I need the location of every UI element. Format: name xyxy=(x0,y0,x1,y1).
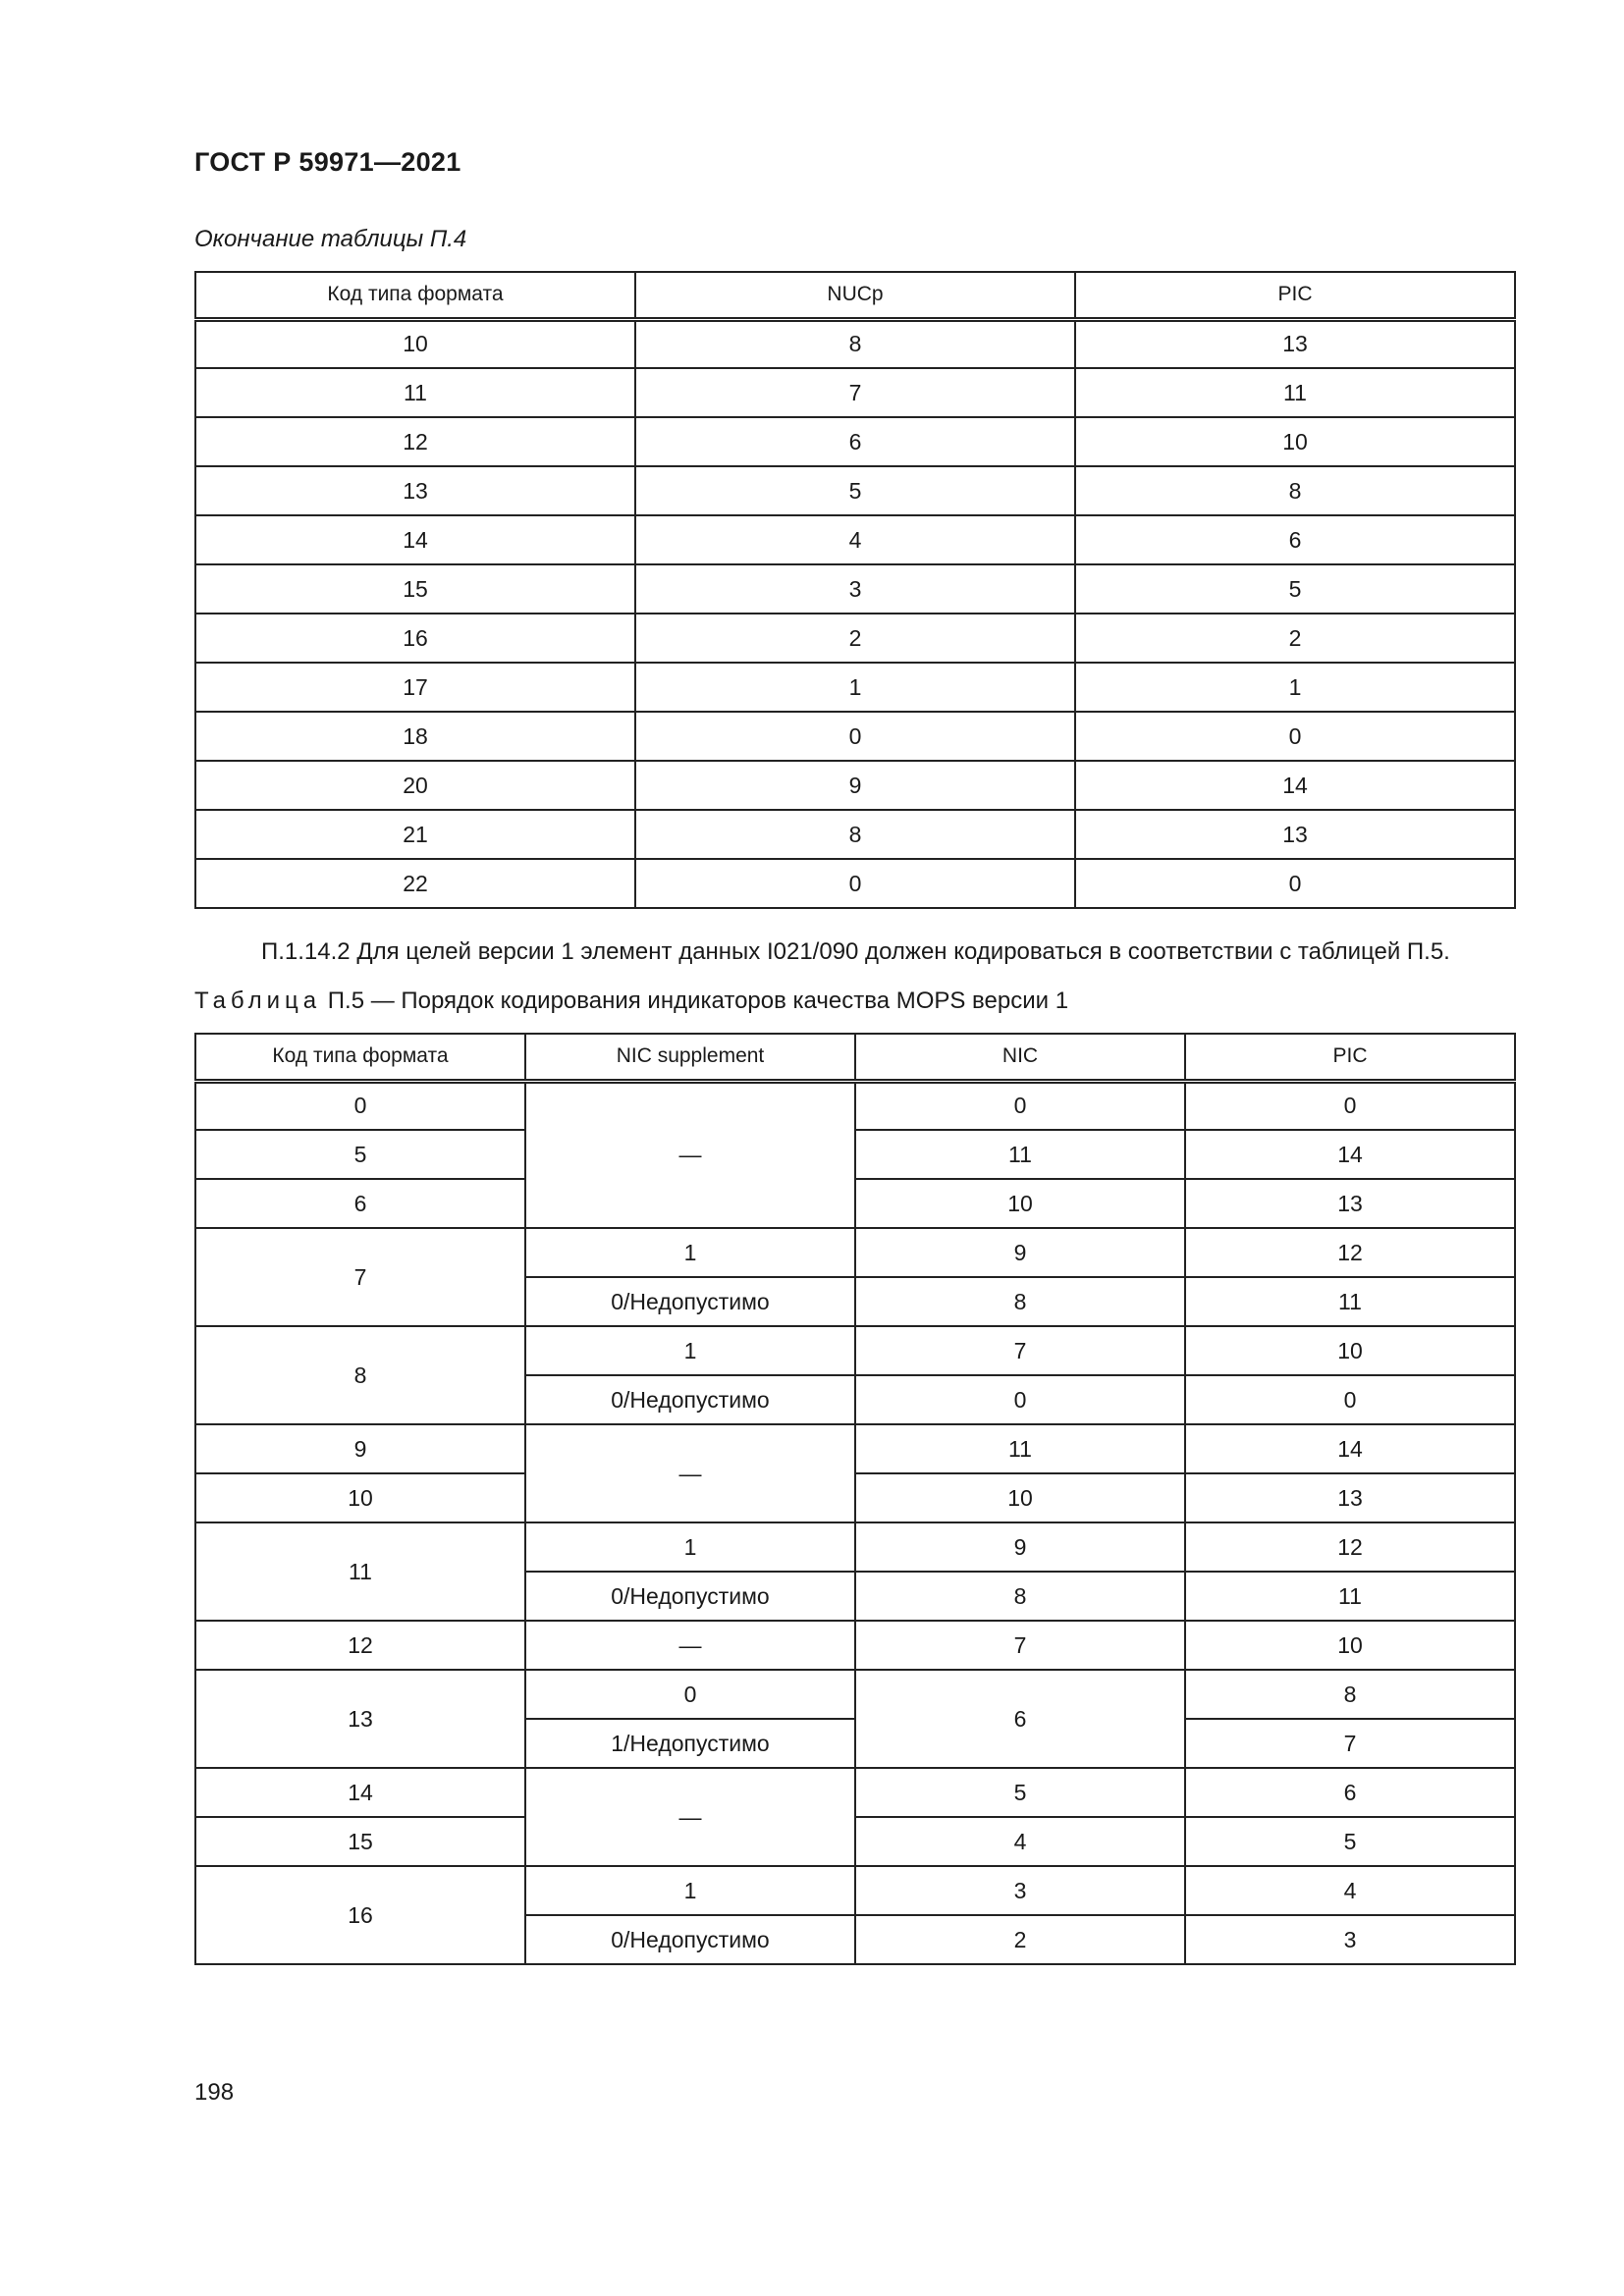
table-cell: 13 xyxy=(1075,810,1515,859)
table-cell: 20 xyxy=(195,761,635,810)
table-p4 xyxy=(194,271,1516,909)
table-cell: 2 xyxy=(855,1915,1185,1964)
table-row xyxy=(195,1081,1515,1130)
table-row xyxy=(195,1130,1515,1179)
table-cell: 6 xyxy=(635,417,1075,466)
table-cell: 0 xyxy=(195,1081,525,1130)
table-cell: — xyxy=(525,1081,855,1228)
table-cell: 4 xyxy=(635,515,1075,564)
table-cell: 6 xyxy=(195,1179,525,1228)
table-row xyxy=(195,1473,1515,1522)
table-cell: 11 xyxy=(1075,368,1515,417)
table-cell: 11 xyxy=(1185,1277,1515,1326)
table-cell: 6 xyxy=(1185,1768,1515,1817)
table-cell: 0/Недопустимо xyxy=(525,1375,855,1424)
table-row xyxy=(195,319,1515,368)
table-cell: 0 xyxy=(635,712,1075,761)
table-row xyxy=(195,761,1515,810)
table-cell: 10 xyxy=(855,1473,1185,1522)
column-header: NUCp xyxy=(635,272,1075,319)
table-row xyxy=(195,712,1515,761)
table-cell: — xyxy=(525,1621,855,1670)
table-cell: 0/Недопустимо xyxy=(525,1572,855,1621)
table-header-row xyxy=(195,1034,1515,1081)
table-cell: 12 xyxy=(195,1621,525,1670)
table-cell: 6 xyxy=(1075,515,1515,564)
table-row xyxy=(195,1179,1515,1228)
table-cell: 8 xyxy=(195,1326,525,1424)
table-row xyxy=(195,1621,1515,1670)
table-cell: 9 xyxy=(195,1424,525,1473)
table-cell: 8 xyxy=(1185,1670,1515,1719)
table-cell: 9 xyxy=(855,1522,1185,1572)
paragraph-p-1-14-2: П.1.14.2 Для целей версии 1 элемент данных I021/090 должен кодироваться в соответствии с таблицей П.5. xyxy=(261,938,1450,965)
table-cell: 8 xyxy=(855,1277,1185,1326)
table-body xyxy=(195,1081,1515,1964)
table-cell: 10 xyxy=(1185,1621,1515,1670)
page-number: 198 xyxy=(194,2079,235,2106)
table-row xyxy=(195,466,1515,515)
table-cell: 1/Недопустимо xyxy=(525,1719,855,1768)
table-cell: 0/Недопустимо xyxy=(525,1277,855,1326)
table-cell: 9 xyxy=(855,1228,1185,1277)
table-cell: 22 xyxy=(195,859,635,908)
table-cell: 0 xyxy=(1185,1081,1515,1130)
table-cell: 6 xyxy=(855,1670,1185,1768)
table-cell: 7 xyxy=(1185,1719,1515,1768)
table-cell: 7 xyxy=(195,1228,525,1326)
table-cell: 7 xyxy=(855,1326,1185,1375)
table-cell: 0 xyxy=(525,1670,855,1719)
table-row xyxy=(195,1424,1515,1473)
table-cell: 7 xyxy=(855,1621,1185,1670)
table-title-text: П.5 — Порядок кодирования индикаторов качества MOPS версии 1 xyxy=(327,988,1069,1014)
table-row xyxy=(195,368,1515,417)
table-cell: 10 xyxy=(1075,417,1515,466)
table-cell: 13 xyxy=(195,1670,525,1768)
table-cell: 17 xyxy=(195,663,635,712)
table-p5 xyxy=(194,1033,1516,1965)
table-cell: 0/Недопустимо xyxy=(525,1915,855,1964)
table-cell: 3 xyxy=(1185,1915,1515,1964)
table-cell: 12 xyxy=(1185,1228,1515,1277)
table-cell: 14 xyxy=(1185,1424,1515,1473)
table-cell: 5 xyxy=(195,1130,525,1179)
column-header: Код типа формата xyxy=(195,272,635,319)
table-row xyxy=(195,564,1515,614)
table-row xyxy=(195,663,1515,712)
document-code: ГОСТ Р 59971—2021 xyxy=(194,147,461,177)
table-cell: 0 xyxy=(1075,859,1515,908)
table-cell: 10 xyxy=(1185,1326,1515,1375)
table-cell: 12 xyxy=(195,417,635,466)
table-cell: 11 xyxy=(195,1522,525,1621)
table-cell: 0 xyxy=(1185,1375,1515,1424)
table-cell: 1 xyxy=(525,1326,855,1375)
table-cell: 14 xyxy=(1185,1130,1515,1179)
table-cell: 4 xyxy=(855,1817,1185,1866)
table-cell: 1 xyxy=(1075,663,1515,712)
table-cell: 0 xyxy=(855,1375,1185,1424)
table-row xyxy=(195,614,1515,663)
table-cell: 3 xyxy=(635,564,1075,614)
column-header: NIC xyxy=(855,1034,1185,1081)
table-row xyxy=(195,1228,1515,1277)
table-cell: 16 xyxy=(195,1866,525,1964)
table-cell: 11 xyxy=(1185,1572,1515,1621)
table-cell: 13 xyxy=(1075,319,1515,368)
table-body xyxy=(195,319,1515,908)
table-cell: 15 xyxy=(195,1817,525,1866)
table-cell: 8 xyxy=(635,319,1075,368)
column-header: PIC xyxy=(1185,1034,1515,1081)
table-row xyxy=(195,1866,1515,1915)
table-cell: 14 xyxy=(195,515,635,564)
table-row xyxy=(195,1817,1515,1866)
table-row xyxy=(195,810,1515,859)
table-cell: 2 xyxy=(635,614,1075,663)
column-header: Код типа формата xyxy=(195,1034,525,1081)
table-cell: 5 xyxy=(635,466,1075,515)
table-cell: 9 xyxy=(635,761,1075,810)
table-row xyxy=(195,417,1515,466)
table-cell: 11 xyxy=(195,368,635,417)
table-row xyxy=(195,1670,1515,1719)
table-cell: 8 xyxy=(855,1572,1185,1621)
table-cell: 12 xyxy=(1185,1522,1515,1572)
table-cell: 11 xyxy=(855,1130,1185,1179)
table-cell: 7 xyxy=(635,368,1075,417)
table-cell: — xyxy=(525,1424,855,1522)
table-cell: 21 xyxy=(195,810,635,859)
table-cell: 10 xyxy=(855,1179,1185,1228)
table-cell: 8 xyxy=(635,810,1075,859)
table-cell: 5 xyxy=(1185,1817,1515,1866)
table-cell: 2 xyxy=(1075,614,1515,663)
table-row xyxy=(195,1522,1515,1572)
table-cell: 1 xyxy=(525,1228,855,1277)
table-cell: 10 xyxy=(195,1473,525,1522)
table-cell: 1 xyxy=(635,663,1075,712)
table-continuation-caption: Окончание таблицы П.4 xyxy=(194,226,467,252)
table-cell: 4 xyxy=(1185,1866,1515,1915)
table-cell: 5 xyxy=(855,1768,1185,1817)
table-cell: 11 xyxy=(855,1424,1185,1473)
table-cell: 0 xyxy=(1075,712,1515,761)
column-header: NIC supplement xyxy=(525,1034,855,1081)
table-row xyxy=(195,1326,1515,1375)
table-cell: 15 xyxy=(195,564,635,614)
table-cell: 8 xyxy=(1075,466,1515,515)
table-row xyxy=(195,515,1515,564)
column-header: PIC xyxy=(1075,272,1515,319)
table-p5-title xyxy=(194,988,1068,1015)
table-cell: 10 xyxy=(195,319,635,368)
table-row xyxy=(195,1768,1515,1817)
table-cell: — xyxy=(525,1768,855,1866)
table-cell: 5 xyxy=(1075,564,1515,614)
table-cell: 18 xyxy=(195,712,635,761)
table-cell: 0 xyxy=(635,859,1075,908)
table-cell: 14 xyxy=(1075,761,1515,810)
table-cell: 14 xyxy=(195,1768,525,1817)
table-cell: 3 xyxy=(855,1866,1185,1915)
table-cell: 0 xyxy=(855,1081,1185,1130)
table-cell: 16 xyxy=(195,614,635,663)
table-header-row xyxy=(195,272,1515,319)
table-cell: 1 xyxy=(525,1866,855,1915)
table-cell: 13 xyxy=(1185,1473,1515,1522)
table-row xyxy=(195,859,1515,908)
table-label: Таблица xyxy=(194,988,322,1014)
table-cell: 13 xyxy=(1185,1179,1515,1228)
table-cell: 1 xyxy=(525,1522,855,1572)
table-cell: 13 xyxy=(195,466,635,515)
